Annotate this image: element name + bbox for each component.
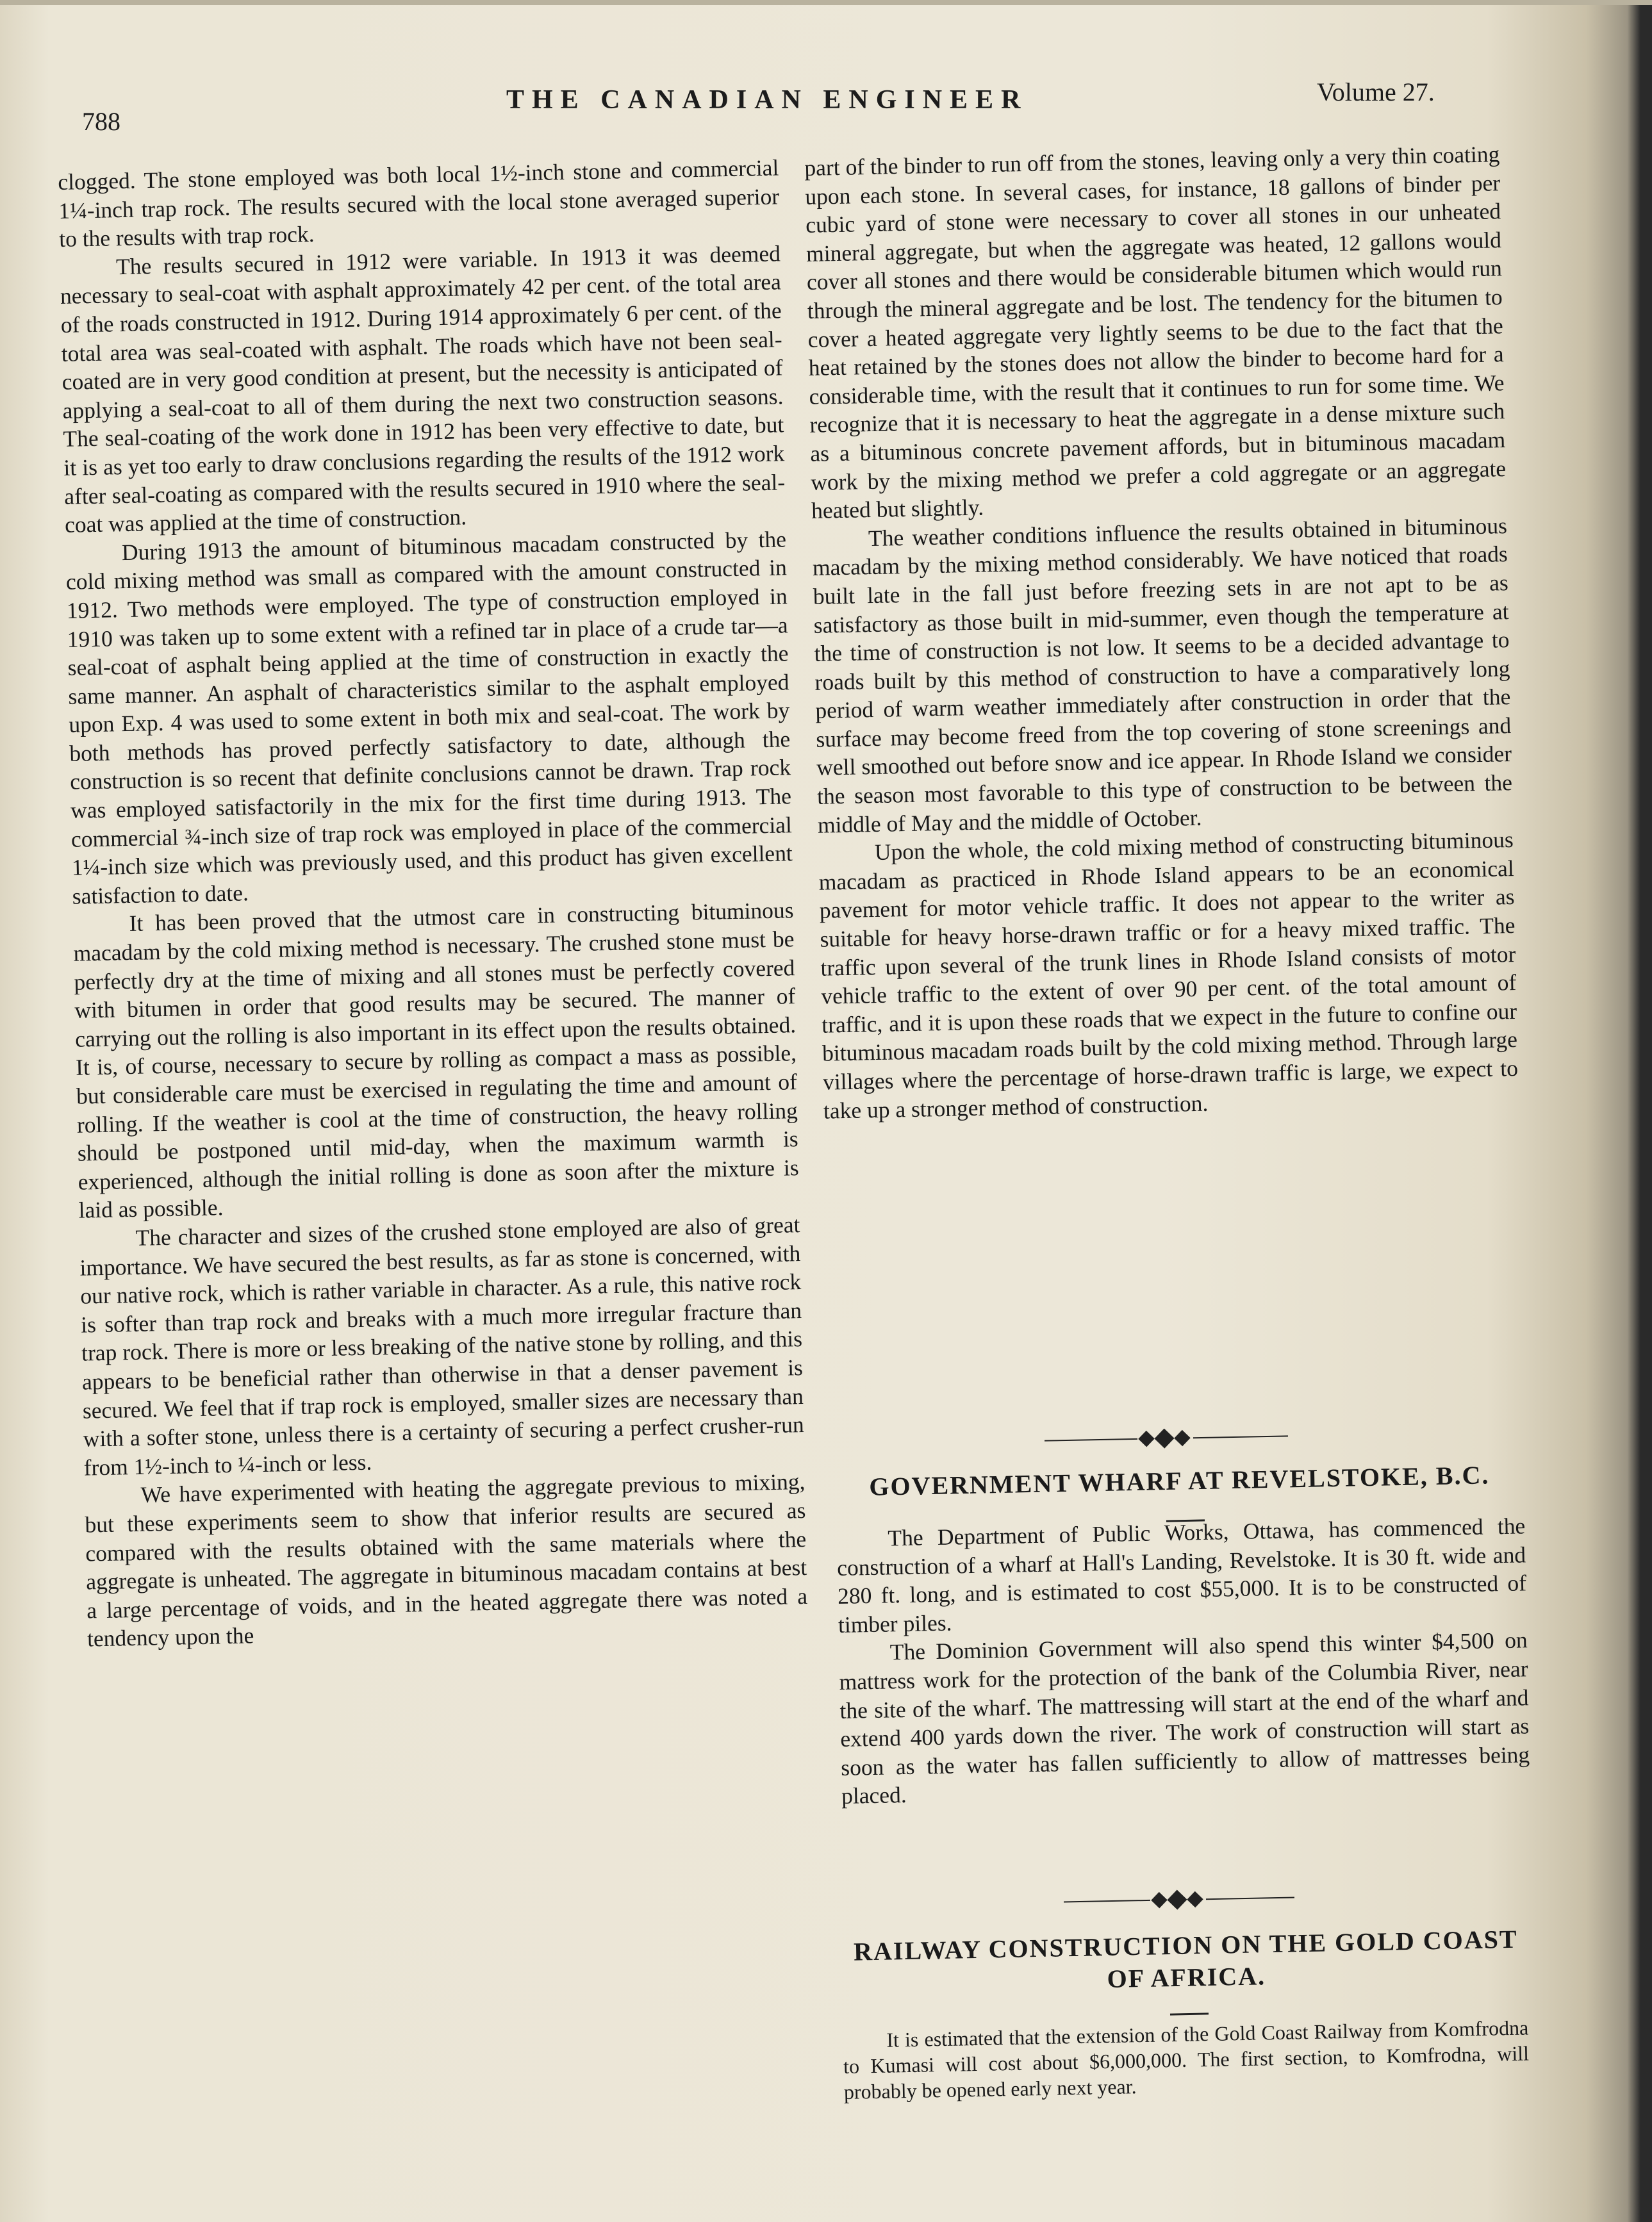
title-line: RAILWAY CONSTRUCTION ON THE GOLD COAST — [853, 1924, 1519, 1966]
article-body-railway — [843, 2014, 1530, 2105]
title-line: OF AFRICA. — [1107, 1961, 1266, 1993]
section-ornament — [1045, 1428, 1288, 1449]
paragraph: The weather conditions influence the results obtained in bituminous macadam by the mixing method considerably. We have noticed that roads built late in the fall just before freezing sets in are not apt to be as satisfactory as those built in mid-summer, even though the temperature at the time of construction is not low. It seems to be a decided advantage to roads built by this method of construction to have a comparatively long period of warm weather immediately after construction in order that the surface may become freed from the top covering of stone screenings and well smoothed out before snow and ice appear. In Rhode Island we consider the season most favorable to this type of construction to be between the middle of May and the middle of October. — [812, 512, 1513, 838]
section-ornament — [1064, 1889, 1294, 1911]
paragraph: The Dominion Government will also spend this winter $4,500 on mattress work for the protection of the bank of the Columbia River, near the site of the wharf. The mattressing will start at the end of the wharf and extend 400 yards down the river. The work of construction will start as soon as the water has fallen sufficiently to allow of mattresses being placed. — [839, 1627, 1530, 1809]
article-body-wharf — [836, 1511, 1530, 1810]
volume-label: Volume 27. — [1317, 78, 1435, 106]
paragraph: part of the binder to run off from the stones, leaving only a very thin coating upon each stone. In several cases, for instance, 18 gallons of binder per cubic yard of stone were necessary to cover all stones in our unheated mineral aggregate, but when the aggregate was heated, 12 gallons would cover all stones and there would be considerable bitumen which would run through the mineral aggregate and be lost. The tendency for the bitumen to cover a heated aggregate very lightly seems to be due to the fact that the heat retained by the stones does not allow the binder to become hard for a considerable time, with the result that it continues to run for some time. We recognize that it is necessary to heat the aggregate in a dense mixture such as a bituminous concrete pavement affords, but in bituminous macadam work by the mixing method we prefer a cold aggregate or an aggregate heated but slightly. — [804, 141, 1507, 524]
paragraph: The character and sizes of the crushed stone employed are also of great importance. We have secured the best results, as far as stone is concerned, with our native rock, which is rather variable in character. As a rule, this native rock is softer than trap rock and breaks with a much more irregular fracture than trap rock. There is more or less breaking of the native stone by rolling, and this appears to be beneficial rather than otherwise in that a denser pavement is secured. We feel that if trap rock is employed, smaller sizes are necessary than with a softer stone, unless there is a certainty of securing a perfect crusher-run from 1½-inch to ¼-inch or less. — [79, 1212, 804, 1481]
article-title-railway — [839, 1923, 1533, 2000]
right-column — [804, 140, 1519, 1125]
title-rule — [1170, 2012, 1209, 2015]
journal-title: THE CANADIAN ENGINEER — [506, 85, 1028, 115]
paragraph: clogged. The stone employed was both local 1½-inch stone and commercial 1¼-inch trap rock. The results secured with the local stone averaged superior to the results with trap rock. — [58, 154, 780, 252]
paragraph: The results secured in 1912 were variable. In 1913 it was deemed necessary to seal-coat with asphalt approximately 42 per cent. of the total area of the roads constructed in 1912. During 1914 approximately 6 per cent. of the total area was seal-coated with asphalt. The roads which have not been seal-coated are in very good condition at present, but the necessity is anticipated of applying a seal-coat to all of them during the next two construction seasons. The seal-coating of the work done in 1912 has been very effective to date, but it is as yet too early to draw conclusions regarding the results of the 1912 work after seal-coating as compared with the results secured in 1910 where the seal-coat was applied at the time of construction. — [60, 240, 786, 538]
paragraph: During 1913 the amount of bituminous macadam constructed by the cold mixing method was small as compared with the amount constructed in 1912. Two methods were employed. The type of construction employed in 1910 was taken up to some extent with a refined tar in place of a crude tar—a seal-coat of asphalt being applied at the time of construction in exactly the same manner. An asphalt of characteristics similar to the asphalt employed upon Exp. 4 was used to some extent in both mix and seal-coat. The work by both methods has proved perfectly satisfactory to date, although the construction is so recent that definite conclusions cannot be drawn. Trap rock was employed satisfactorily in the mix for the first time during 1913. The commercial ¾-inch size of trap rock was employed in place of the commercial 1¼-inch size which was previously used, and this product has given excellent satisfaction to date. — [65, 526, 793, 909]
paragraph: We have experimented with heating the aggregate previous to mixing, but these experiments seem to show that inferior results are secured as compared with the results obtained with the same materials where the aggregate is unheated. The aggregate in bituminous macadam contains at best a large percentage of voids, and in the heated aggregate there was noted a tendency upon the — [85, 1469, 808, 1652]
article-title-wharf: GOVERNMENT WHARF AT REVELSTOKE, B.C. — [868, 1460, 1490, 1501]
page-number: 788 — [82, 107, 120, 136]
left-column — [58, 153, 808, 1653]
paragraph: It is estimated that the extension of the Gold Coast Railway from Komfrodna to Kumasi will cost about $6,000,000. The first section, to Komfrodna, will probably be opened early next year. — [843, 2016, 1530, 2103]
paragraph: Upon the whole, the cold mixing method of constructing bituminous macadam as practiced in Rhode Island appears to be an economical pavement for motor vehicle traffic. It does not appear to the writer as suitable for heavy horse-drawn traffic or for a heavy mixed traffic. The traffic upon several of the trunk lines in Rhode Island consists of motor vehicle traffic to the extent of over 90 per cent. of the total amount of traffic, and it is upon these roads that we expect in the future to confine our bituminous macadam roads built by the cold mixing method. Through large villages where the percentage of horse-drawn traffic is large, we expect to take up a stronger method of construction. — [818, 827, 1519, 1124]
page-edge — [0, 0, 1652, 5]
paragraph: It has been proved that the utmost care in constructing bituminous macadam by the cold mixing method is necessary. The crushed stone must be perfectly dry at the time of mixing and all stones must be perfectly covered with bitumen in order that good results may be secured. The manner of carrying out the rolling is also important in its effect upon the results obtained. It is, of course, necessary to secure by rolling as compact a mass as possible, but considerable care must be exercised in regulating the time and amount of rolling. If the weather is cool at the time of construction, the heavy rolling should be postponed until mid-day, when the maximum warmth is experienced, although the initial rolling is done as soon after the mixture is laid as possible. — [73, 897, 799, 1224]
paragraph: The Department of Public Works, Ottawa, has commenced the construction of a wharf at Hall's Landing, Revelstoke. It is 30 ft. wide and 280 ft. long, and is estimated to cost $55,000. It is to be constructed of timber piles. — [836, 1513, 1527, 1638]
